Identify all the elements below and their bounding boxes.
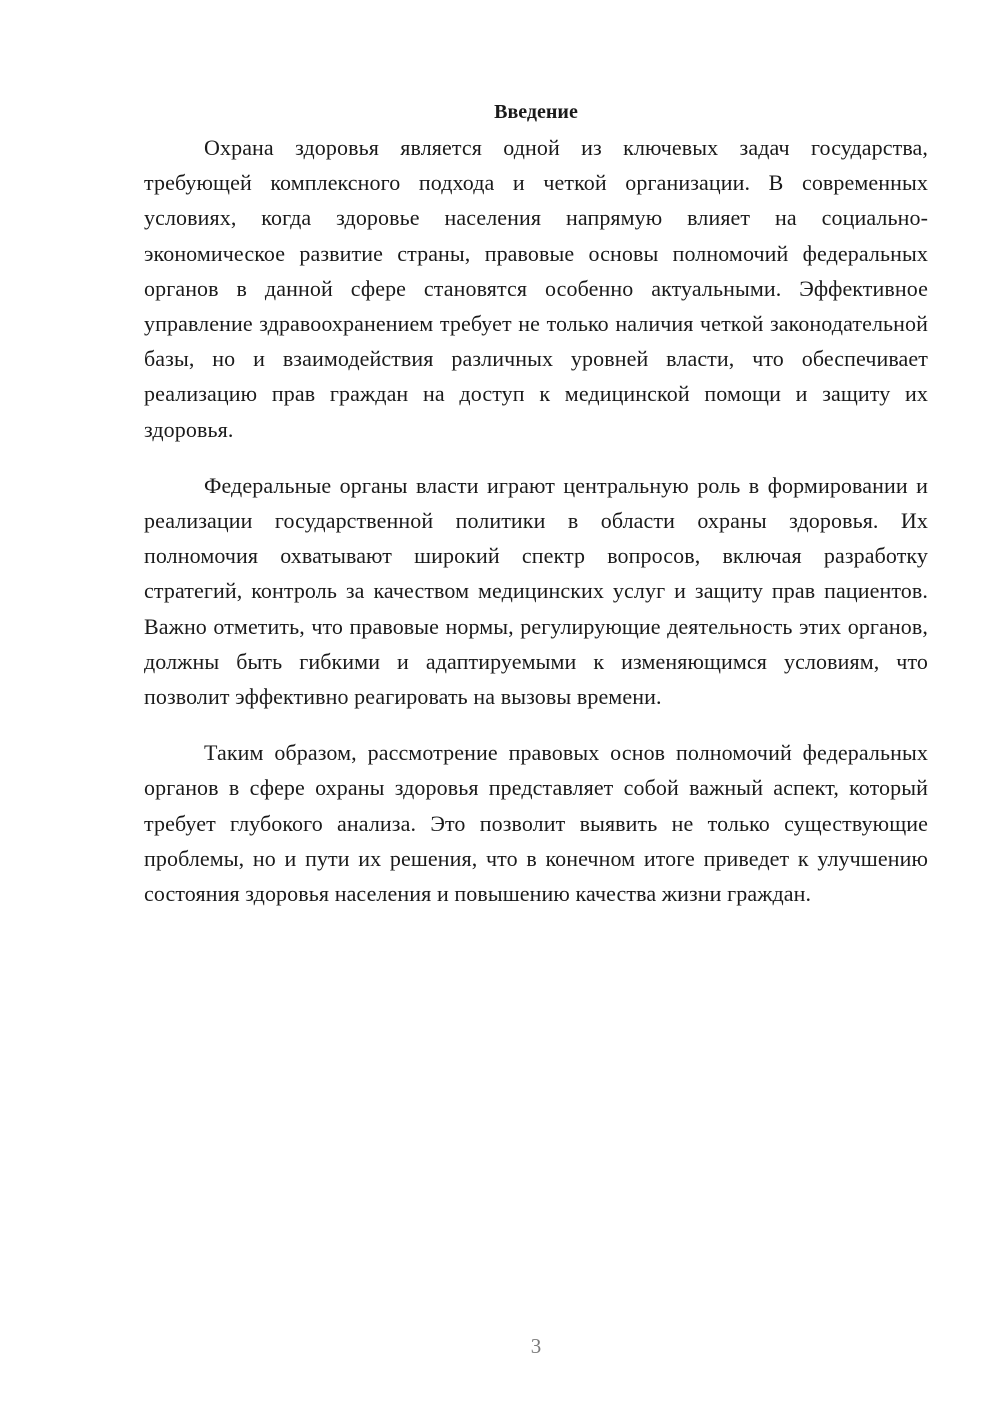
paragraph-1: Охрана здоровья является одной из ключевых задач государства, требующей комплексного подхода и четкой организации. В современных условиях, когда здоровье населения напрямую влияет на социально-экономическое развитие страны, правовые основы полномочий федеральных органов в данной сфере становятся особенно актуальными. Эффективное управление здравоохранением требует не только наличия четкой законодательной базы, но и взаимодействия различных уровней власти, что обеспечивает реализацию прав граждан на доступ к медицинской помощи и защиту их здоровья. [144,135,928,442]
document-body [144,94,928,911]
paragraph-3: Таким образом, рассмотрение правовых основ полномочий федеральных органов в сфере охраны здоровья представляет собой важный аспект, который требует глубокого анализа. Это позволит выявить не только существующие проблемы, но и пути их решения, что в конечном итоге приведет к улучшению состояния здоровья населения и повышению качества жизни граждан. [144,740,928,907]
paragraph-2: Федеральные органы власти играют центральную роль в формировании и реализации государственной политики в области охраны здоровья. Их полномочия охватывают широкий спектр вопросов, включая разработку стратегий, контроль за качеством медицинских услуг и защиту прав пациентов. Важно отметить, что правовые нормы, регулирующие деятельность этих органов, должны быть гибкими и адаптируемыми к изменяющимся условиям, что позволит эффективно реагировать на вызовы времени. [144,472,928,710]
section-heading: Введение [494,101,578,123]
page-number: 3 [530,1334,542,1358]
